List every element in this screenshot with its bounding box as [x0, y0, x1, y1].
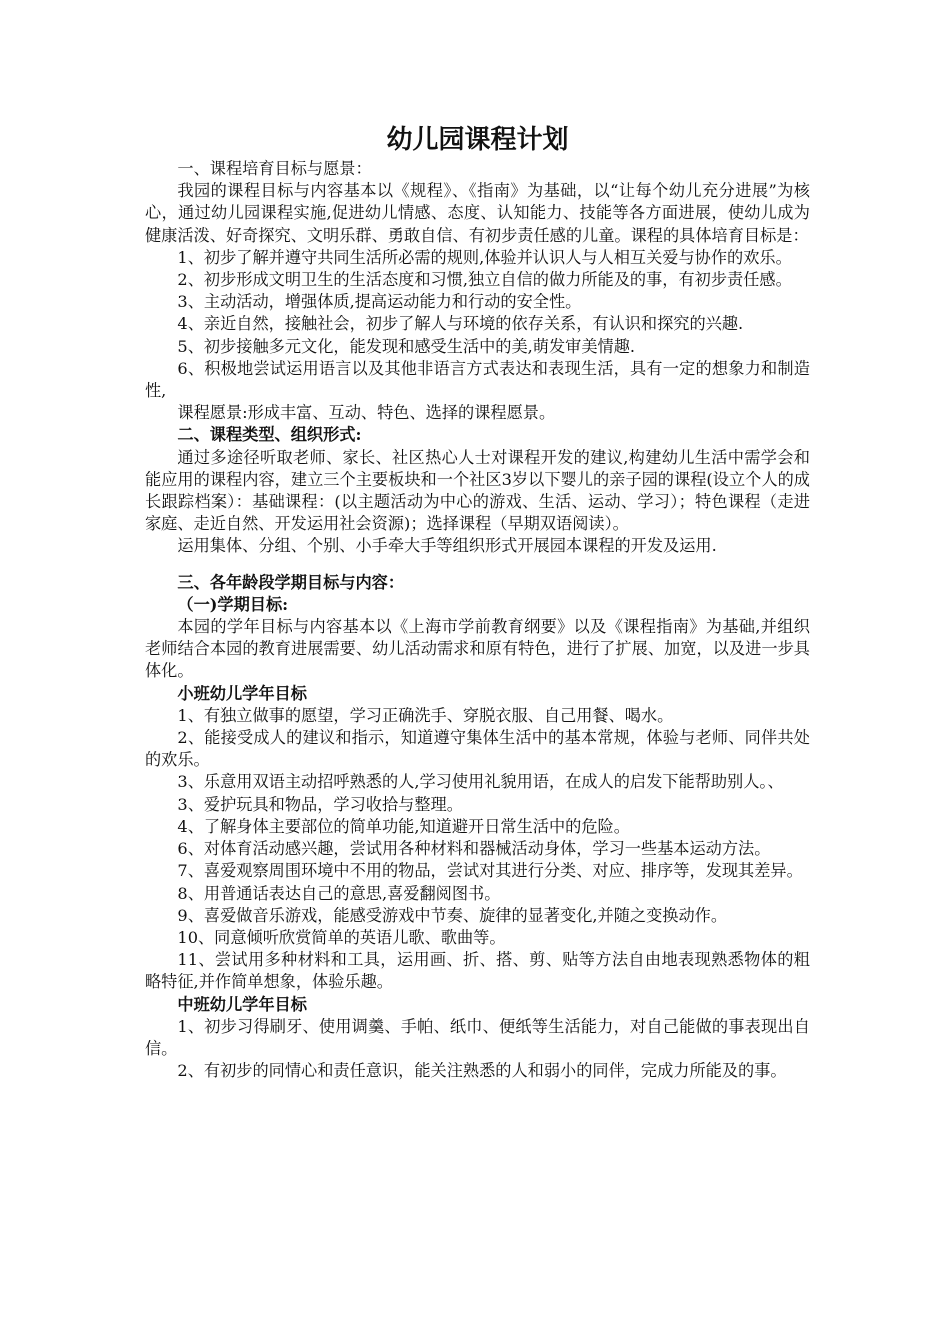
body-paragraph: 5、初步接触多元文化，能发现和感受生活中的美,萌发审美情趣.: [177, 336, 636, 356]
body-paragraph: 8、用普通话表达自己的意思,喜爱翻阅图书。: [177, 883, 501, 903]
body-paragraph: 2、初步形成文明卫生的生活态度和习惯,独立自信的做力所能及的事，有初步责任感。: [177, 270, 792, 290]
section-heading: （一)学期目标:: [177, 594, 289, 614]
section-heading: 二、课程类型、组织形式:: [177, 425, 362, 445]
body-paragraph: 课程愿景:形成丰富、互动、特色、选择的课程愿景。: [177, 403, 556, 423]
body-paragraph: 6、积极地尝试运用语言以及其他非语言方式表达和表现生活，具有一定的想象力和制造性,: [145, 358, 810, 401]
document-title: 幼儿园课程计划: [386, 125, 569, 155]
body-paragraph: 2、能接受成人的建议和指示，知道遵守集体生活中的基本常规，体验与老师、同伴共处的欢乐。: [145, 728, 810, 770]
body-paragraph: 3、主动活动，增强体质,提高运动能力和行动的安全性。: [177, 292, 582, 312]
body-paragraph: 一、课程培育目标与愿景：: [177, 159, 372, 178]
section-heading: 小班幼儿学年目标: [177, 683, 307, 703]
body-paragraph: 运用集体、分组、个别、小手牵大手等组织形式开展园本课程的开发及运用.: [177, 536, 717, 556]
body-paragraph: 9、喜爱做音乐游戏，能感受游戏中节奏、旋律的显著变化,并随之变换动作。: [177, 905, 728, 925]
body-paragraph: 4、了解身体主要部位的简单功能,知道避开日常生活中的危险。: [177, 816, 630, 836]
section-heading: 三、各年龄段学期目标与内容：: [177, 572, 405, 592]
body-paragraph: 本园的学年目标与内容基本以《上海市学前教育纲要》以及《课程指南》为基础,并组织老师结合本园的教育进展需要、幼儿活动需求和原有特色，进行了扩展、加宽，以及进一步具体化。: [145, 617, 810, 681]
body-paragraph: 3、乐意用双语主动招呼熟悉的人,学习使用礼貌用语，在成人的启发下能帮助别人。、: [177, 772, 784, 792]
body-paragraph: 1、初步了解并遵守共同生活所必需的规则,体验并认识人与人相互关爱与协作的欢乐。: [177, 247, 792, 267]
body-paragraph: 通过多途径听取老师、家长、社区热心人士对课程开发的建议,构建幼儿生活中需学会和能应用的课程内容，建立三个主要板块和一个社区3岁以下婴儿的亲子园的课程(设立个人的成长跟踪档案）：基础课程：(以主题活动为中心的游戏、生活、运动、学习）；特色课程（走进家庭、走近自然、开发运用社会资源)；选择课程（早期双语阅读）。: [145, 447, 810, 534]
body-paragraph: 1、初步习得刷牙、使用调羹、手帕、纸巾、便纸等生活能力，对自己能做的事表现出自信。: [145, 1016, 810, 1058]
body-paragraph: 我园的课程目标与内容基本以《规程》、《指南》为基础，以“让每个幼儿充分进展”为核心，通过幼儿园课程实施,促进幼儿情感、态度、认知能力、技能等各方面进展，使幼儿成为健康活泼、好奇探究、文明乐群、勇敢自信、有初步责任感的儿童。课程的具体培育目标是：: [145, 181, 810, 245]
body-paragraph: 4、亲近自然，接触社会，初步了解人与环境的依存关系，有认识和探究的兴趣.: [177, 314, 744, 334]
body-paragraph: 2、有初步的同情心和责任意识，能关注熟悉的人和弱小的同伴，完成力所能及的事。: [177, 1061, 787, 1081]
body-paragraph: 3、爱护玩具和物品，学习收拾与整理。: [177, 794, 463, 814]
body-paragraph: 11、尝试用多种材料和工具，运用画、折、搭、剪、贴等方法自由地表现熟悉物体的粗略特征,并作简单想象，体验乐趣。: [145, 950, 810, 992]
body-paragraph: 10、同意倾听欣赏简单的英语儿歌、歌曲等。: [177, 927, 506, 947]
body-paragraph: 6、对体育活动感兴趣，尝试用各种材料和器械活动身体，学习一些基本运动方法。: [177, 839, 771, 859]
body-paragraph: 7、喜爱观察周围环境中不用的物品，尝试对其进行分类、对应、排序等，发现其差异。: [177, 861, 803, 881]
section-heading: 中班幼儿学年目标: [177, 994, 307, 1014]
document-page: [145, 122, 810, 1082]
body-paragraph: 1、有独立做事的愿望，学习正确洗手、穿脱衣服、自己用餐、喝水。: [177, 705, 674, 725]
document-body: [145, 158, 810, 1082]
